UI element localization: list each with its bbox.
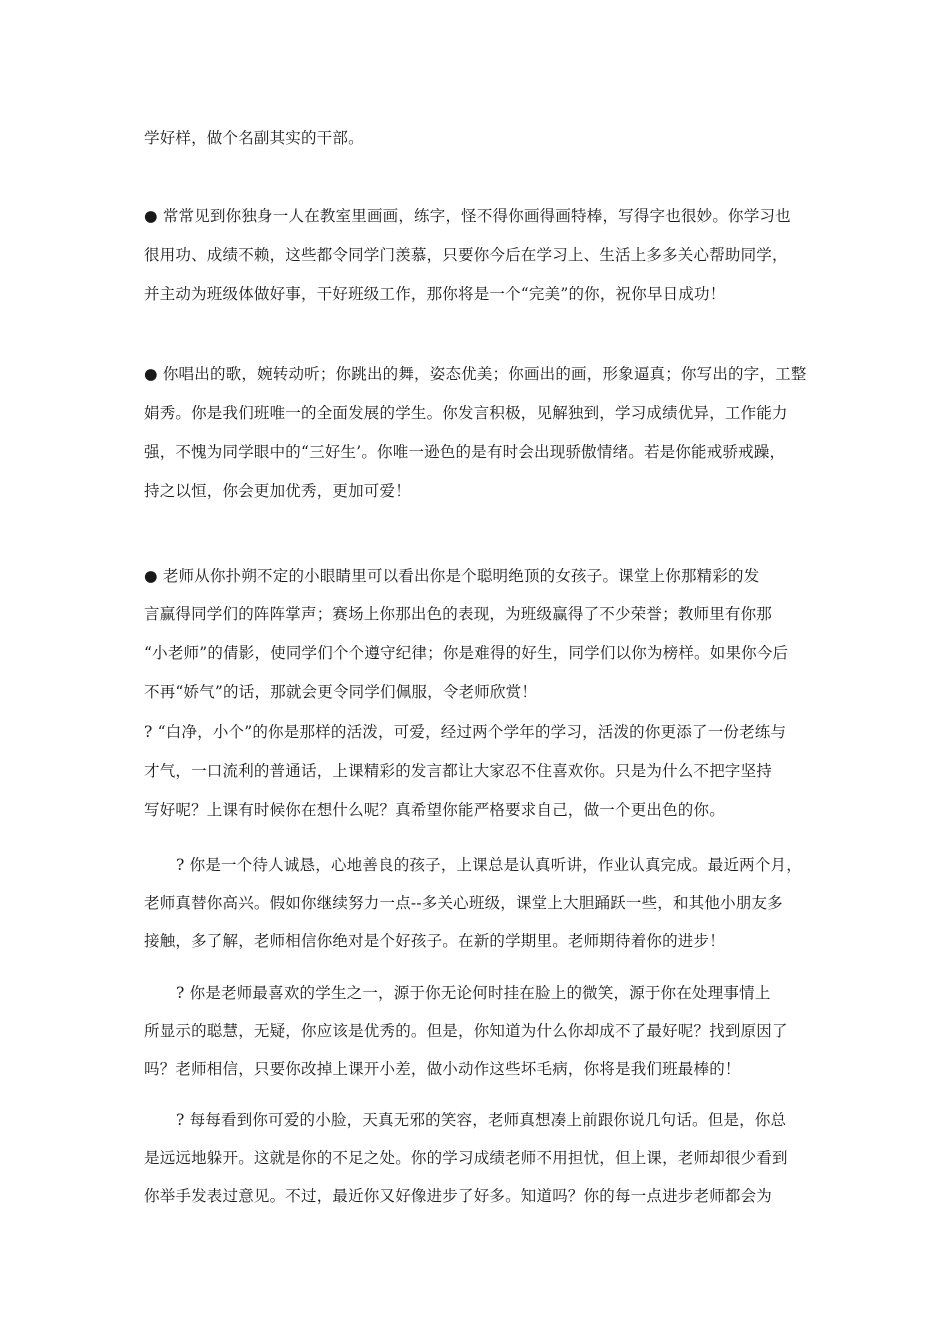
text-line: 你举手发表过意见。不过，最近你又好像进步了好多。知道吗？你的每一点进步老师都会为 xyxy=(144,1187,773,1205)
text-line: 学好样，做个名副其实的干部。 xyxy=(144,129,364,147)
text-line: 吗？老师相信，只要你改掉上课开小差，做小动作这些坏毛病，你将是我们班最棒的！ xyxy=(144,1060,741,1078)
text-line: “小老师”的倩影，使同学们个个遵守纪律；你是难得的好生，同学们以你为榜样。如果你今后 xyxy=(144,644,789,662)
text-line: 并主动为班级体做好事，干好班级工作，那你将是一个“完美”的你，祝你早日成功！ xyxy=(144,285,726,303)
text-line: 言赢得同学们的阵阵掌声；赛场上你那出色的表现，为班级赢得了不少荣誉；教师里有你那 xyxy=(144,605,773,623)
text-line: ? “白净，小个”的你是那样的活泼，可爱，经过两个学年的学习，活泼的你更添了一份老练与 xyxy=(144,723,787,741)
text-line: 很用功、成绩不赖，这些都令同学门羡慕，只要你今后在学习上、生活上多多关心帮助同学， xyxy=(144,246,788,264)
text-line: ● 老师从你扑朔不定的小眼睛里可以看出你是个聪明绝顶的女孩子。课堂上你那精彩的发 xyxy=(144,567,760,585)
text-line: ? 你是老师最喜欢的学生之一，源于你无论何时挂在脸上的微笑，源于你在处理事情上 xyxy=(176,984,771,1002)
text-line: ● 常常见到你独身一人在教室里画画，练字，怪不得你画得画特棒，写得字也很妙。你学习也 xyxy=(144,207,791,225)
text-line: 所显示的聪慧，无疑，你应该是优秀的。但是，你知道为什么你却成不了最好呢？找到原因了 xyxy=(144,1022,788,1040)
text-line: ? 每每看到你可爱的小脸，天真无邪的笑容，老师真想凑上前跟你说几句话。但是，你总 xyxy=(176,1111,787,1129)
text-line: 不再“娇气”的话，那就会更令同学们佩服，令老师欣赏！ xyxy=(144,683,538,701)
text-line: 接触，多了解，老师相信你绝对是个好孩子。在新的学期里。老师期待着你的进步！ xyxy=(144,932,725,950)
text-line: ? 你是一个待人诚恳，心地善良的孩子，上课总是认真听讲，作业认真完成。最近两个月， xyxy=(176,856,802,874)
text-line: 是远远地躲开。这就是你的不足之处。你的学习成绩老师不用担忧，但上课，老师却很少看到 xyxy=(144,1149,788,1167)
text-line: ● 你唱出的歌，婉转动听；你跳出的舞，姿态优美；你画出的画，形象逼真；你写出的字，工整 xyxy=(144,365,807,383)
text-line: 才气，一口流利的普通话，上课精彩的发言都让大家忍不住喜欢你。只是为什么不把字坚持 xyxy=(144,762,773,780)
text-line: 写好呢？上课有时候你在想什么呢？真希望你能严格要求自己，做一个更出色的你。 xyxy=(144,801,725,819)
text-line: 强，不愧为同学眼中的“三好生’。你唯一逊色的是有时会出现骄傲情绪。若是你能戒骄戒躁， xyxy=(144,443,786,461)
text-line: 娟秀。你是我们班唯一的全面发展的学生。你发言积极，见解独到，学习成绩优异，工作能力 xyxy=(144,404,788,422)
text-line: 老师真替你高兴。假如你继续努力一点--多关心班级，课堂上大胆踊跃一些，和其他小朋友多 xyxy=(144,894,783,912)
text-line: 持之以恒，你会更加优秀，更加可爱！ xyxy=(144,482,411,500)
